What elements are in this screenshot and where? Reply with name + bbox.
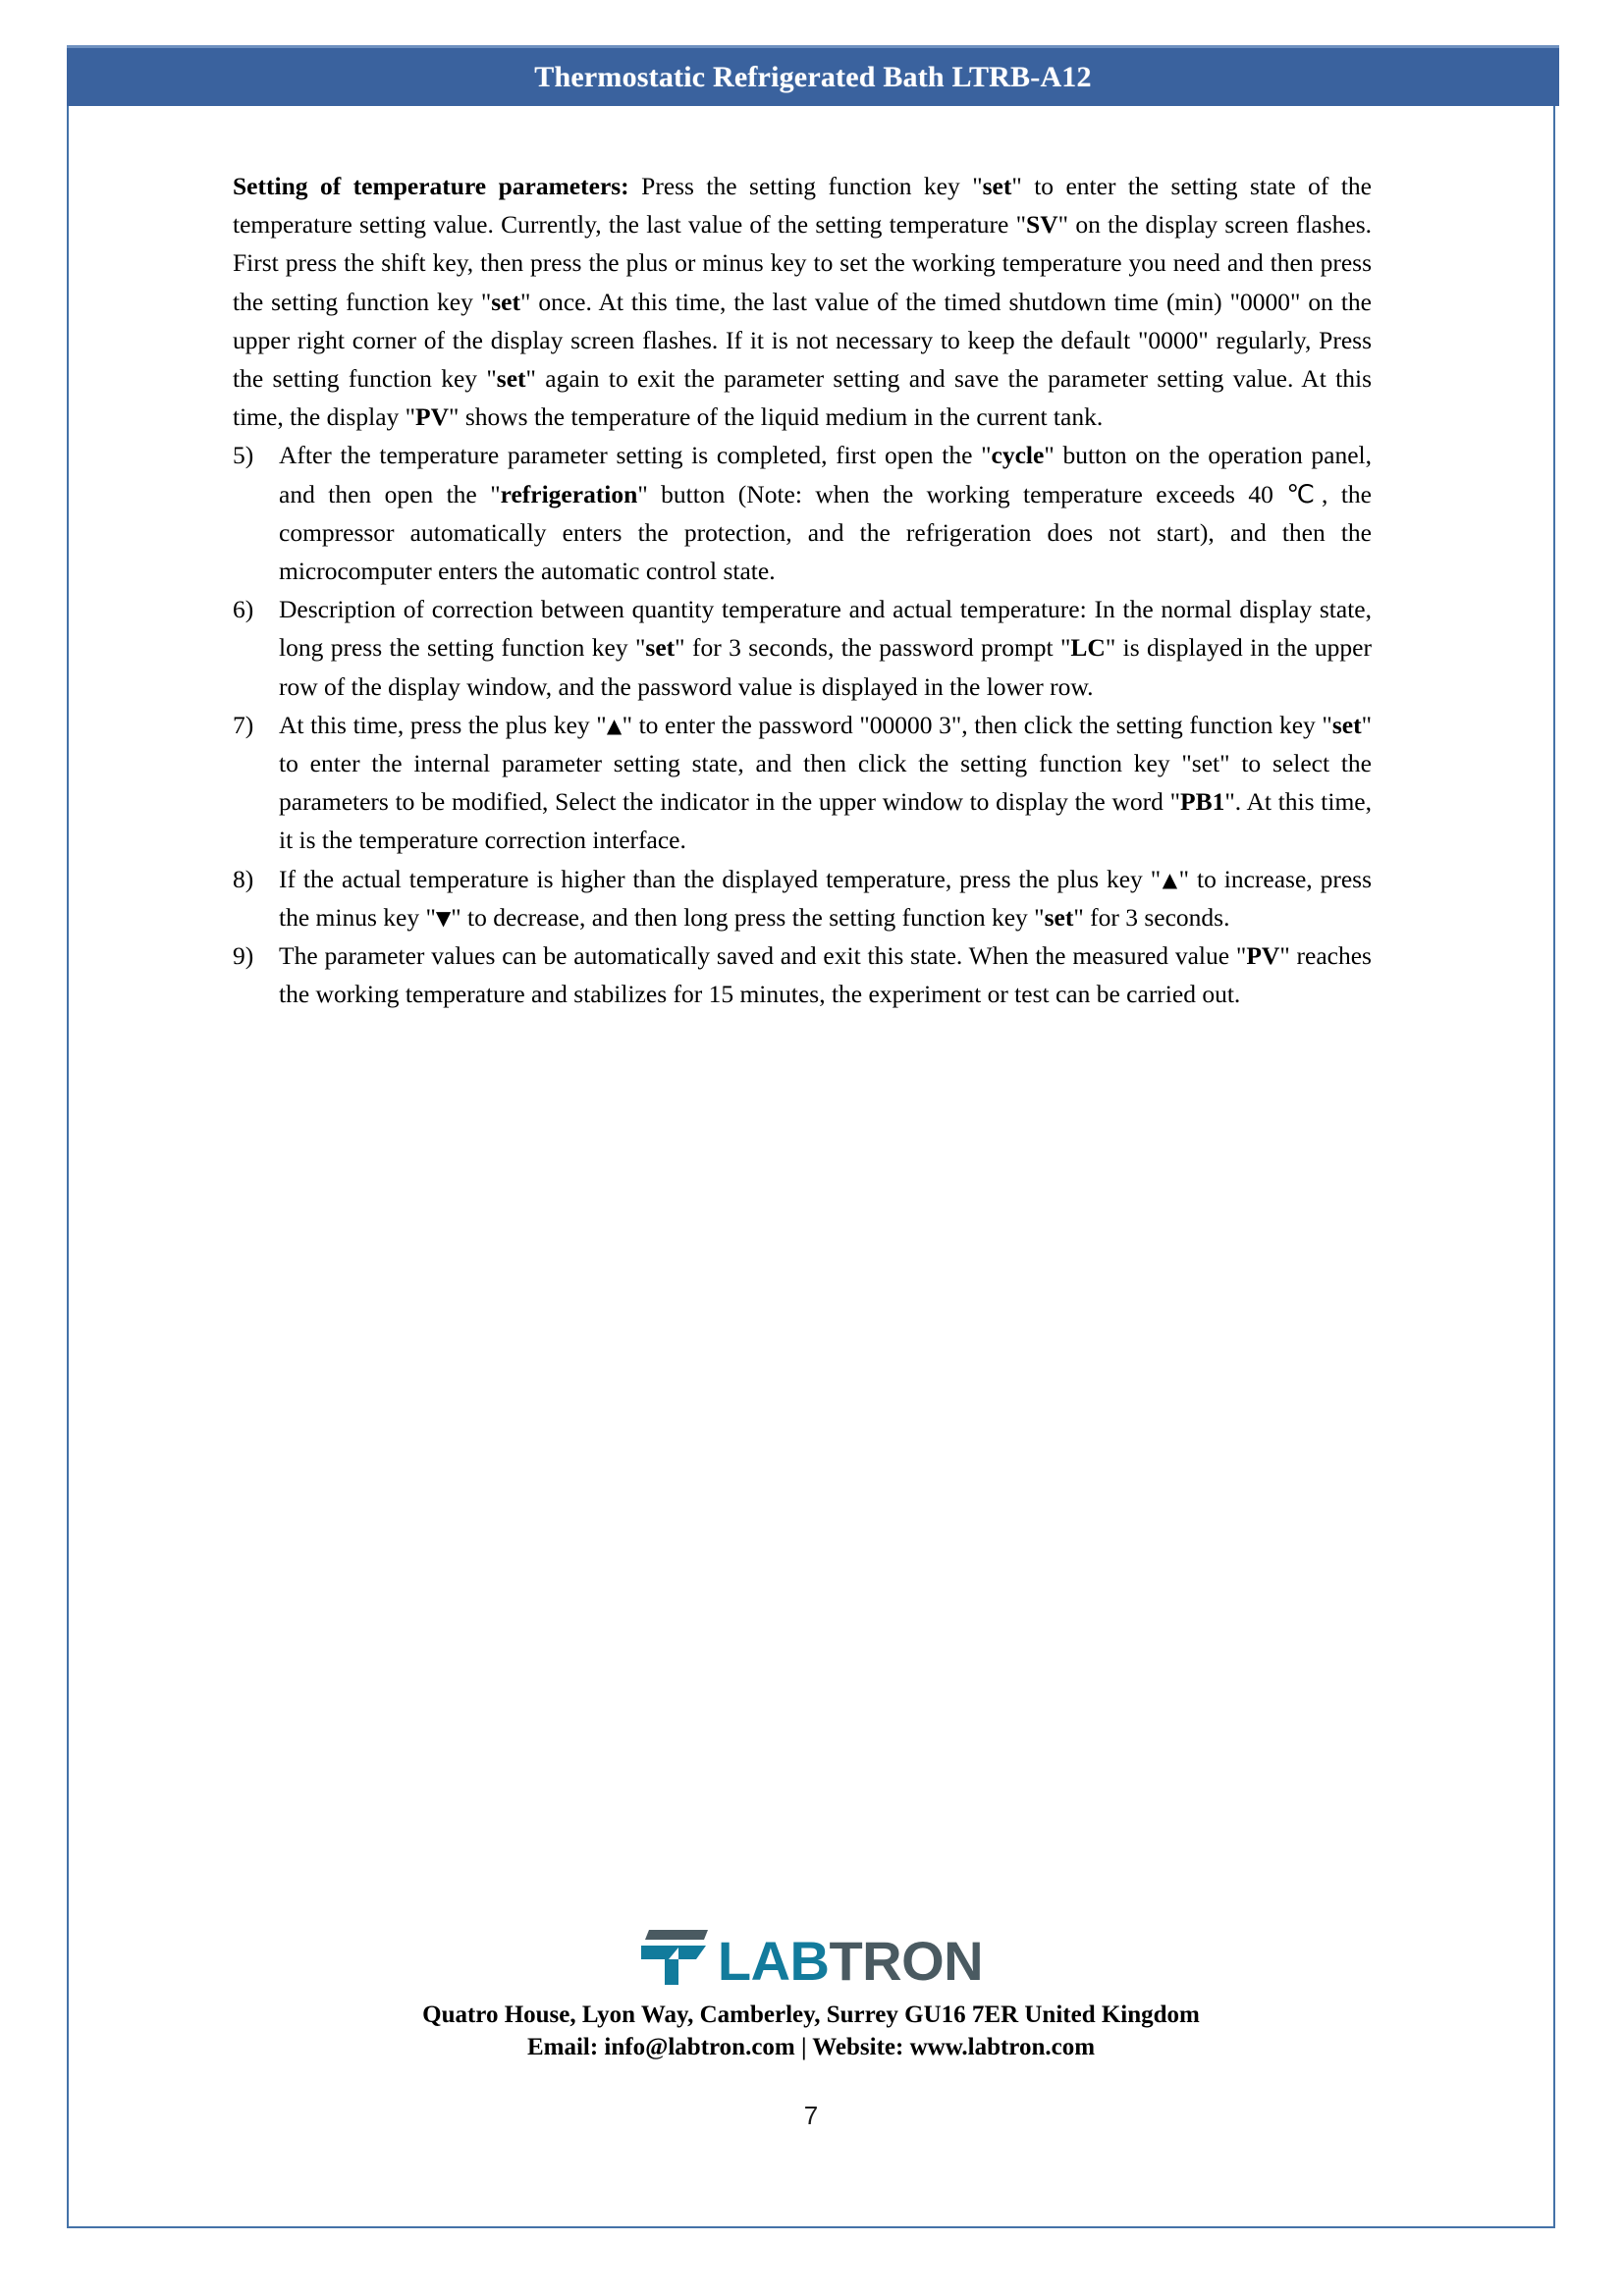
- page-header-banner: [67, 45, 1559, 106]
- footer-address: Quatro House, Lyon Way, Camberley, Surrey GU16 7ER United Kingdom: [422, 2002, 1200, 2028]
- page-footer: [67, 1916, 1555, 2063]
- logo-lab-text: LAB: [717, 1930, 830, 1992]
- list-item-text: Description of correction between quantity temperature and actual temperature: In the normal display state, long press the setting function key "set" for 3 seconds, the password prompt "LC" is displayed in the upper row of the display window, and the password value is displayed in the lower row.: [279, 595, 1372, 701]
- list-marker: 5): [233, 441, 254, 470]
- list-item-text: At this time, press the plus key "▲" to enter the password "00000 3", then click the setting function key "set" to enter the internal parameter setting state, and then click the setting function key "set" to select the parameters to be modified, Select the indicator in the upper window to display the word "PB1". At this time, it is the temperature correction interface.: [279, 710, 1372, 855]
- intro-paragraph: Setting of temperature parameters: Press the setting function key "set" to enter the setting state of the temperature setting value. Currently, the last value of the setting temperature "SV" on the display screen flashes. First press the shift key, then press the plus or minus key to set the working temperature you need and then press the setting function key "set" once. At this time, the last value of the timed shutdown time (min) "0000" on the upper right corner of the display screen flashes. If it is not necessary to keep the default "0000" regularly, Press the setting function key "set" again to exit the parameter setting and save the parameter setting value. At this time, the display "PV" shows the temperature of the liquid medium in the current tank.: [233, 172, 1372, 432]
- list-item: [233, 860, 1372, 936]
- labtron-logo-mark-icon: [639, 1928, 712, 1987]
- list-marker: 6): [233, 595, 254, 624]
- list-marker: 9): [233, 941, 254, 971]
- list-item: [233, 436, 1372, 590]
- list-item-text: If the actual temperature is higher than the displayed temperature, press the plus key "▲" to increase, press the minus key "▼" to decrease, and then long press the setting function key "set" for 3 seconds.: [279, 864, 1372, 932]
- list-item: [233, 936, 1372, 1013]
- logo-tron-text: TRON: [829, 1930, 984, 1992]
- document-content: [233, 167, 1372, 1013]
- page-number: 7: [803, 2101, 819, 2130]
- labtron-logo-text: [717, 1930, 984, 1992]
- list-item: [233, 706, 1372, 860]
- labtron-logo: [67, 1916, 1555, 1999]
- list-item-text: The parameter values can be automatically saved and exit this state. When the measured value "PV" reaches the working temperature and stabilizes for 15 minutes, the experiment or test can be carried out.: [279, 941, 1372, 1009]
- list-marker: 7): [233, 710, 254, 739]
- footer-contact: Email: info@labtron.com | Website: www.labtron.com: [526, 2034, 1096, 2060]
- list-marker: 8): [233, 864, 254, 893]
- list-item: [233, 590, 1372, 706]
- page-title: Thermostatic Refrigerated Bath LTRB-A12: [534, 60, 1092, 93]
- list-item-text: After the temperature parameter setting is completed, first open the "cycle" button on the operation panel, and then open the "refrigeration" button (Note: when the working temperature exceeds 40 ℃, the compressor automatically enters the protection, and the refrigeration does not start), and then the microcomputer enters the automatic control state.: [279, 441, 1372, 586]
